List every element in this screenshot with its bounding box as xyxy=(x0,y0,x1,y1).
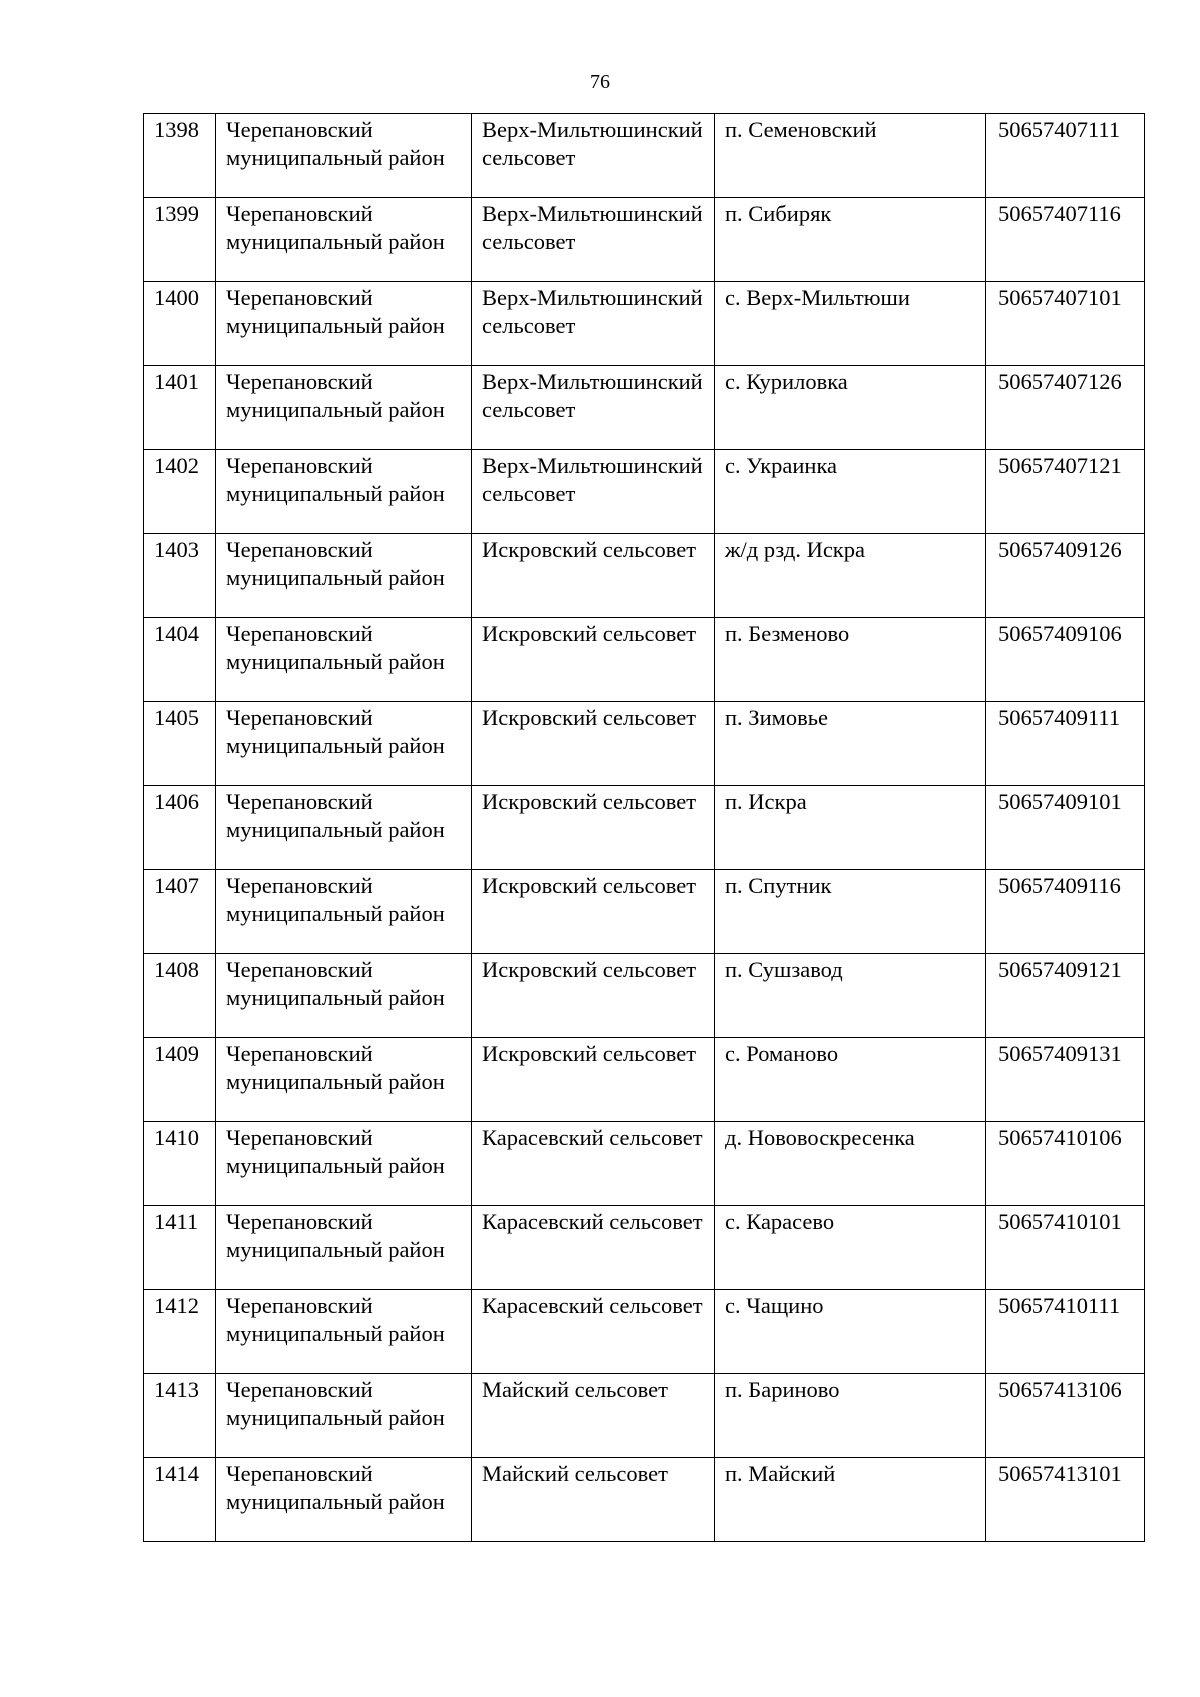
district-cell: Черепановский муниципальный район xyxy=(216,618,472,702)
row-number: 1414 xyxy=(144,1458,216,1542)
code-cell: 50657409101 xyxy=(986,786,1145,870)
district-cell: Черепановский муниципальный район xyxy=(216,1038,472,1122)
table-row xyxy=(144,366,1145,450)
council-cell: Искровский сельсовет xyxy=(472,618,715,702)
row-number: 1399 xyxy=(144,198,216,282)
district-cell: Черепановский муниципальный район xyxy=(216,786,472,870)
district-cell: Черепановский муниципальный район xyxy=(216,198,472,282)
council-cell: Искровский сельсовет xyxy=(472,1038,715,1122)
council-cell: Верх-Мильтюшинский сельсовет xyxy=(472,366,715,450)
settlement-cell: с. Куриловка xyxy=(715,366,986,450)
code-cell: 50657409126 xyxy=(986,534,1145,618)
row-number: 1413 xyxy=(144,1374,216,1458)
row-number: 1408 xyxy=(144,954,216,1038)
table-row xyxy=(144,114,1145,198)
district-cell: Черепановский муниципальный район xyxy=(216,954,472,1038)
table-row xyxy=(144,1290,1145,1374)
council-cell: Искровский сельсовет xyxy=(472,702,715,786)
row-number: 1401 xyxy=(144,366,216,450)
code-cell: 50657413101 xyxy=(986,1458,1145,1542)
row-number: 1398 xyxy=(144,114,216,198)
row-number: 1410 xyxy=(144,1122,216,1206)
district-cell: Черепановский муниципальный район xyxy=(216,1206,472,1290)
table-row xyxy=(144,1374,1145,1458)
row-number: 1407 xyxy=(144,870,216,954)
district-cell: Черепановский муниципальный район xyxy=(216,1290,472,1374)
settlement-cell: с. Верх-Мильтюши xyxy=(715,282,986,366)
settlement-cell: с. Карасево xyxy=(715,1206,986,1290)
page-number: 76 xyxy=(590,71,610,93)
settlement-cell: ж/д рзд. Искра xyxy=(715,534,986,618)
code-cell: 50657409111 xyxy=(986,702,1145,786)
district-cell: Черепановский муниципальный район xyxy=(216,1458,472,1542)
settlement-cell: п. Сибиряк xyxy=(715,198,986,282)
table-row xyxy=(144,702,1145,786)
settlement-cell: п. Майский xyxy=(715,1458,986,1542)
settlement-cell: с. Чащино xyxy=(715,1290,986,1374)
code-cell: 50657407126 xyxy=(986,366,1145,450)
settlement-cell: с. Украинка xyxy=(715,450,986,534)
council-cell: Искровский сельсовет xyxy=(472,870,715,954)
settlement-cell: д. Нововоскресенка xyxy=(715,1122,986,1206)
council-cell: Верх-Мильтюшинский сельсовет xyxy=(472,450,715,534)
settlement-cell: п. Спутник xyxy=(715,870,986,954)
council-cell: Карасевский сельсовет xyxy=(472,1122,715,1206)
council-cell: Майский сельсовет xyxy=(472,1458,715,1542)
code-cell: 50657409131 xyxy=(986,1038,1145,1122)
row-number: 1402 xyxy=(144,450,216,534)
district-cell: Черепановский муниципальный район xyxy=(216,870,472,954)
table-row xyxy=(144,282,1145,366)
row-number: 1409 xyxy=(144,1038,216,1122)
code-cell: 50657410101 xyxy=(986,1206,1145,1290)
code-cell: 50657413106 xyxy=(986,1374,1145,1458)
settlement-cell: с. Романово xyxy=(715,1038,986,1122)
code-cell: 50657410106 xyxy=(986,1122,1145,1206)
table-row xyxy=(144,618,1145,702)
table-row xyxy=(144,1206,1145,1290)
district-cell: Черепановский муниципальный район xyxy=(216,534,472,618)
code-cell: 50657407121 xyxy=(986,450,1145,534)
table-row xyxy=(144,1122,1145,1206)
row-number: 1403 xyxy=(144,534,216,618)
council-cell: Искровский сельсовет xyxy=(472,534,715,618)
code-cell: 50657407116 xyxy=(986,198,1145,282)
row-number: 1412 xyxy=(144,1290,216,1374)
council-cell: Искровский сельсовет xyxy=(472,786,715,870)
settlement-cell: п. Семеновский xyxy=(715,114,986,198)
district-cell: Черепановский муниципальный район xyxy=(216,114,472,198)
council-cell: Искровский сельсовет xyxy=(472,954,715,1038)
row-number: 1405 xyxy=(144,702,216,786)
council-cell: Майский сельсовет xyxy=(472,1374,715,1458)
table-row xyxy=(144,534,1145,618)
row-number: 1411 xyxy=(144,1206,216,1290)
district-cell: Черепановский муниципальный район xyxy=(216,1374,472,1458)
table-row xyxy=(144,198,1145,282)
code-cell: 50657409106 xyxy=(986,618,1145,702)
table-row xyxy=(144,1458,1145,1542)
district-cell: Черепановский муниципальный район xyxy=(216,1122,472,1206)
settlement-cell: п. Искра xyxy=(715,786,986,870)
council-cell: Верх-Мильтюшинский сельсовет xyxy=(472,198,715,282)
table-row xyxy=(144,1038,1145,1122)
settlements-table xyxy=(143,113,1145,1542)
table-row xyxy=(144,450,1145,534)
settlement-cell: п. Зимовье xyxy=(715,702,986,786)
code-cell: 50657410111 xyxy=(986,1290,1145,1374)
table-body xyxy=(144,114,1145,1542)
settlement-cell: п. Бариново xyxy=(715,1374,986,1458)
district-cell: Черепановский муниципальный район xyxy=(216,702,472,786)
council-cell: Верх-Мильтюшинский сельсовет xyxy=(472,282,715,366)
row-number: 1404 xyxy=(144,618,216,702)
district-cell: Черепановский муниципальный район xyxy=(216,282,472,366)
table-row xyxy=(144,786,1145,870)
council-cell: Верх-Мильтюшинский сельсовет xyxy=(472,114,715,198)
district-cell: Черепановский муниципальный район xyxy=(216,450,472,534)
district-cell: Черепановский муниципальный район xyxy=(216,366,472,450)
code-cell: 50657409116 xyxy=(986,870,1145,954)
row-number: 1400 xyxy=(144,282,216,366)
table-row xyxy=(144,870,1145,954)
code-cell: 50657407101 xyxy=(986,282,1145,366)
code-cell: 50657407111 xyxy=(986,114,1145,198)
code-cell: 50657409121 xyxy=(986,954,1145,1038)
settlement-cell: п. Безменово xyxy=(715,618,986,702)
council-cell: Карасевский сельсовет xyxy=(472,1290,715,1374)
table-row xyxy=(144,954,1145,1038)
row-number: 1406 xyxy=(144,786,216,870)
council-cell: Карасевский сельсовет xyxy=(472,1206,715,1290)
settlement-cell: п. Сушзавод xyxy=(715,954,986,1038)
